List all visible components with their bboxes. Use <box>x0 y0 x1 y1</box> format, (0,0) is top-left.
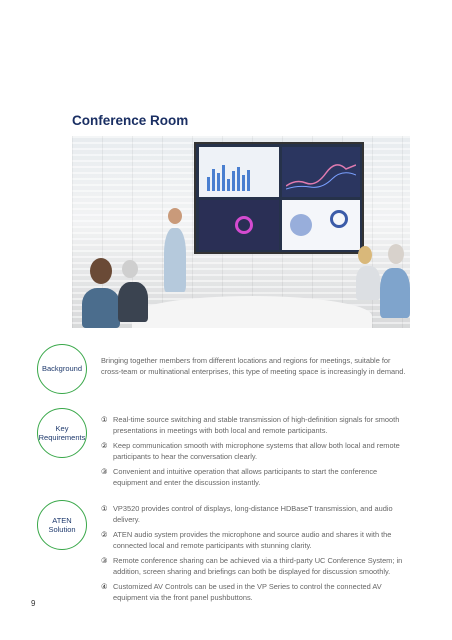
section-label-aten-solution <box>37 500 87 550</box>
item-text: Customized AV Controls can be used in the VP Series to control the connected AV equipment via the front panel pushbuttons. <box>113 581 382 602</box>
conference-table <box>132 296 372 328</box>
attendee-head <box>388 244 404 264</box>
item-text: ATEN audio system provides the microphone and source audio and shares it with the connected local and remote participants with stunning clarity. <box>113 529 392 551</box>
section-label-key-requirements <box>37 408 87 458</box>
item-text: Convenient and intuitive operation that allows participants to start the conference equipment and enter the discussion instantly. <box>113 466 378 488</box>
page-title: Conference Room <box>72 113 189 128</box>
attendee-head <box>122 260 138 278</box>
attendee-head <box>358 246 372 264</box>
background-text: Bringing together members from different locations and regions for meetings, suitable for cross-team or multinational enterprises, this type of meeting space is increasingly in demand. <box>101 356 406 377</box>
item-number: ③ <box>101 555 108 565</box>
attendee <box>118 282 148 322</box>
dashboard-panel <box>199 200 279 250</box>
item-number: ② <box>101 440 108 450</box>
item-number: ① <box>101 504 108 513</box>
presenter <box>164 228 186 292</box>
section-label-text: Background <box>41 364 83 374</box>
item-number: ② <box>101 529 108 539</box>
item-number: ① <box>101 415 108 424</box>
item-text: Real-time source switching and stable transmission of high-definition signals for smooth presentations in meetings with both local and remote participants. <box>113 415 400 436</box>
key-requirements-list <box>101 414 411 492</box>
attendee <box>380 268 410 318</box>
aten-solution-list <box>101 503 411 607</box>
list-item <box>101 440 411 462</box>
dashboard-panel <box>199 147 279 197</box>
item-text: Remote conference sharing can be achieved via a third-party UC Conference System; in addition, screen sharing and briefings can both be displayed for discussion smoothly. <box>113 555 403 577</box>
list-item <box>101 503 411 525</box>
page-number: 9 <box>31 599 36 608</box>
dashboard-panel <box>282 147 360 197</box>
display-screen <box>194 142 364 254</box>
item-text: Keep communication smooth with microphone systems that allow both local and remote participants to hear the conversation clearly. <box>113 440 400 462</box>
attendee <box>82 288 120 328</box>
list-item <box>101 414 411 436</box>
item-text: VP3520 provides control of displays, long-distance HDBaseT transmission, and audio delivery. <box>113 504 393 525</box>
item-number: ④ <box>101 581 108 591</box>
list-item <box>101 581 411 603</box>
list-item <box>101 555 411 577</box>
conference-room-photo <box>72 136 410 328</box>
section-label-background <box>37 344 87 394</box>
section-label-text: Key Requirements <box>38 423 86 442</box>
list-item <box>101 529 411 551</box>
dashboard-panel <box>282 200 360 250</box>
item-number: ③ <box>101 466 108 476</box>
list-item <box>101 466 411 488</box>
section-label-text: ATEN Solution <box>48 515 76 534</box>
attendee <box>356 266 380 300</box>
attendee-head <box>90 258 112 284</box>
presenter-head <box>168 208 182 224</box>
